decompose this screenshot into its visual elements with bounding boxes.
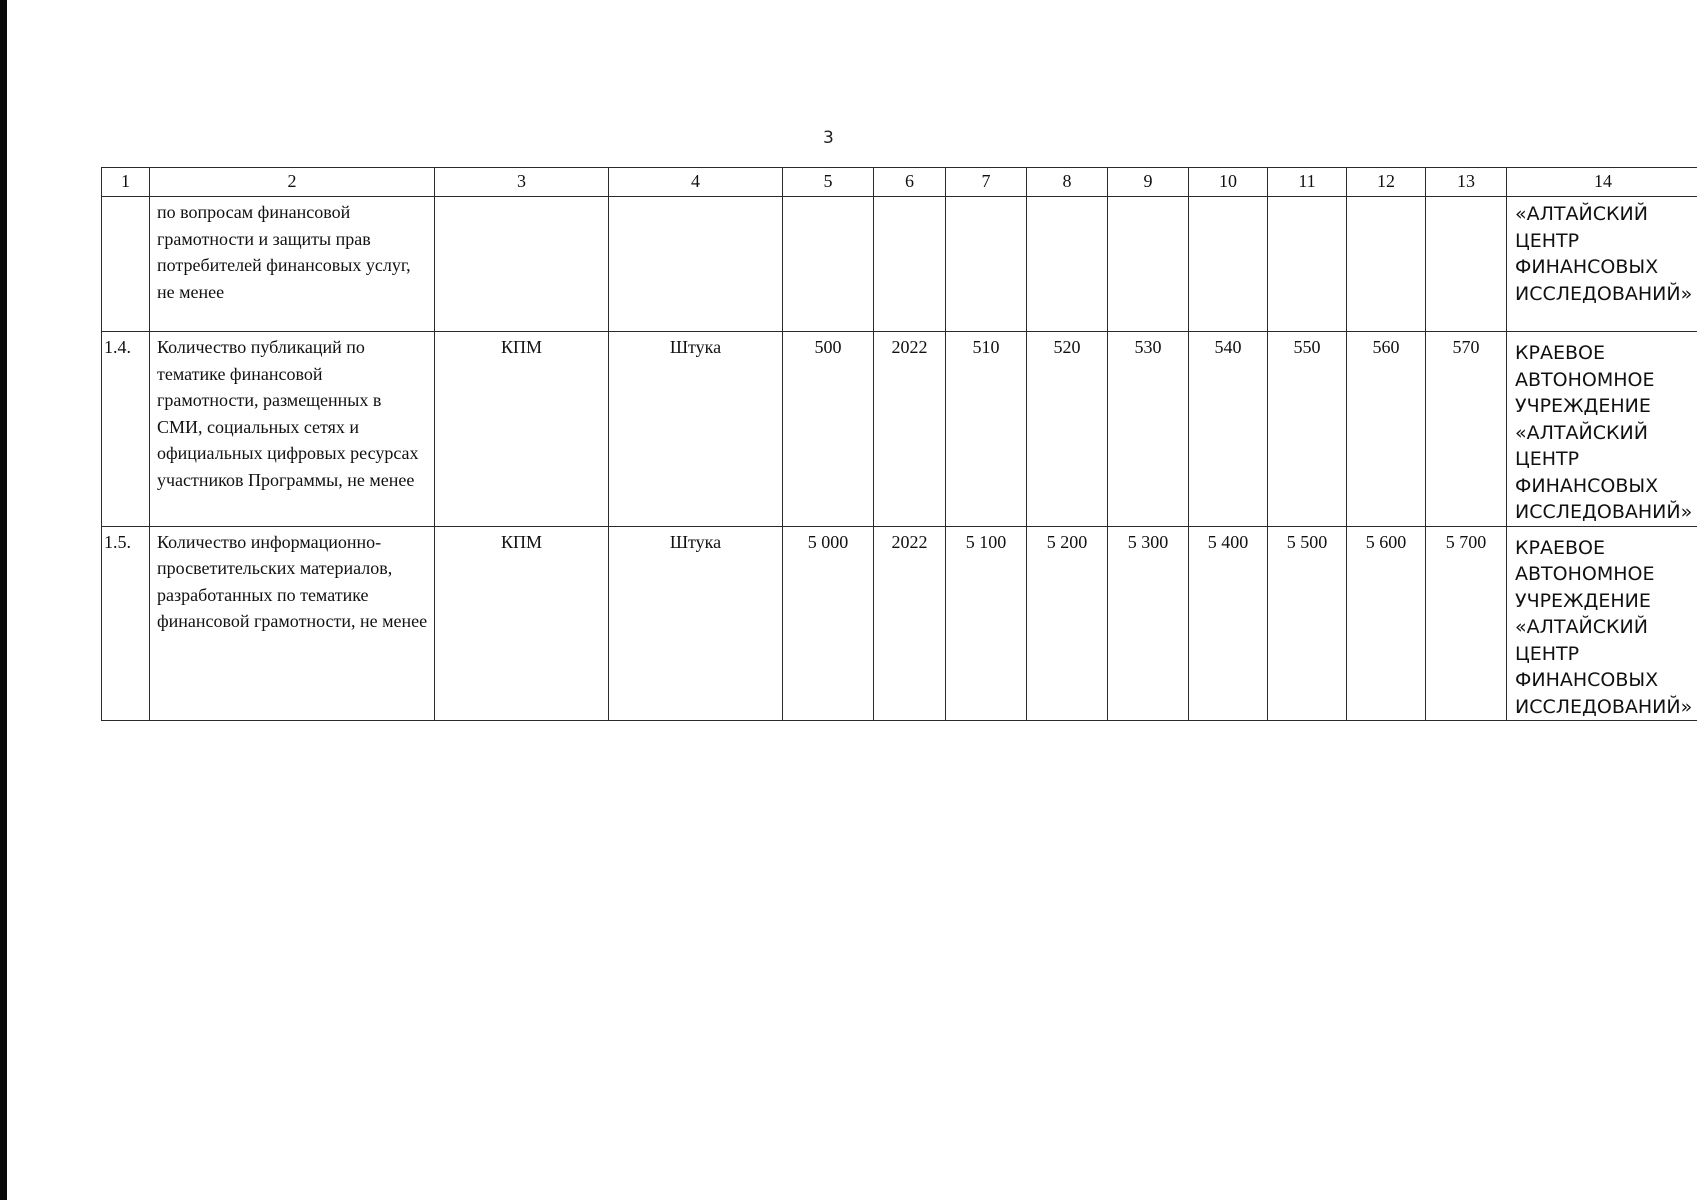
- header-cell-5: 5: [783, 168, 874, 197]
- unit-cell: [609, 197, 783, 332]
- level-cell: [435, 197, 609, 332]
- value-col-10: 540: [1189, 332, 1268, 527]
- table-row: [102, 526, 1697, 721]
- header-cell-13: 13: [1426, 168, 1507, 197]
- org-line: «АЛТАЙСКИЙ: [1515, 421, 1648, 444]
- header-cell-1: 1: [102, 168, 150, 197]
- header-cell-6: 6: [874, 168, 946, 197]
- org-line: ИССЛЕДОВАНИЙ»: [1515, 695, 1693, 718]
- level-cell: КПМ: [435, 526, 609, 721]
- org-line: УЧРЕЖДЕНИЕ: [1515, 589, 1651, 612]
- org-line: КРАЕВОЕ: [1515, 536, 1605, 559]
- base-year-cell: 2022: [874, 332, 946, 527]
- org-line: ЦЕНТР: [1515, 229, 1580, 252]
- org-line: КРАЕВОЕ: [1515, 342, 1605, 364]
- value-col-11: 550: [1268, 332, 1347, 527]
- value-col-7: [946, 197, 1027, 332]
- indicator-description: по вопросам финансовой грамотности и защиты прав потребителей финансовых услуг, не менее: [150, 197, 435, 332]
- header-cell-10: 10: [1189, 168, 1268, 197]
- value-col-8: 520: [1027, 332, 1108, 527]
- org-line: ИССЛЕДОВАНИЙ»: [1515, 282, 1693, 305]
- header-row: [102, 168, 1697, 197]
- org-line: «АЛТАЙСКИЙ: [1515, 203, 1648, 225]
- value-col-13: [1426, 197, 1507, 332]
- org-line: АВТОНОМНОЕ: [1515, 563, 1655, 585]
- value-col-13: 570: [1426, 332, 1507, 527]
- value-col-7: 510: [946, 332, 1027, 527]
- base-value-cell: 500: [783, 332, 874, 527]
- header-cell-3: 3: [435, 168, 609, 197]
- header-cell-2: 2: [150, 168, 435, 197]
- indicators-table: [101, 167, 1697, 721]
- base-value-cell: [783, 197, 874, 332]
- value-col-8: 5 200: [1027, 526, 1108, 721]
- value-col-9: 530: [1108, 332, 1189, 527]
- table-row: [102, 332, 1697, 527]
- indicator-description: Количество публикаций по тематике финансовой грамотности, размещенных в СМИ, социальных сетях и официальных цифровых ресурсах участников Программы, не менее: [150, 332, 435, 527]
- value-col-11: 5 500: [1268, 526, 1347, 721]
- value-col-12: 5 600: [1347, 526, 1426, 721]
- value-col-9: 5 300: [1108, 526, 1189, 721]
- org-line: ФИНАНСОВЫХ: [1515, 669, 1659, 691]
- responsible-org: [1507, 526, 1697, 721]
- unit-cell: Штука: [609, 332, 783, 527]
- value-col-11: [1268, 197, 1347, 332]
- value-col-7: 5 100: [946, 526, 1027, 721]
- indicator-description: Количество информационно-просветительских материалов, разработанных по тематике финансовой грамотности, не менее: [150, 526, 435, 721]
- org-line: ИССЛЕДОВАНИЙ»: [1515, 501, 1693, 523]
- header-cell-7: 7: [946, 168, 1027, 197]
- org-line: ЦЕНТР: [1515, 642, 1580, 665]
- value-col-9: [1108, 197, 1189, 332]
- header-cell-11: 11: [1268, 168, 1347, 197]
- table-row: [102, 197, 1697, 332]
- base-year-cell: 2022: [874, 526, 946, 721]
- row-number: [102, 197, 150, 332]
- header-cell-4: 4: [609, 168, 783, 197]
- row-number: 1.4.: [102, 332, 150, 527]
- value-col-10: 5 400: [1189, 526, 1268, 721]
- org-line: ФИНАНСОВЫХ: [1515, 474, 1659, 497]
- header-cell-9: 9: [1108, 168, 1189, 197]
- value-col-12: [1347, 197, 1426, 332]
- org-line: «АЛТАЙСКИЙ: [1515, 616, 1648, 638]
- page-number: 3: [823, 128, 834, 148]
- row-number: 1.5.: [102, 526, 150, 721]
- org-line: ЦЕНТР: [1515, 448, 1580, 470]
- scan-edge: [0, 0, 7, 1200]
- value-col-10: [1189, 197, 1268, 332]
- base-year-cell: [874, 197, 946, 332]
- header-cell-12: 12: [1347, 168, 1426, 197]
- header-cell-8: 8: [1027, 168, 1108, 197]
- value-col-12: 560: [1347, 332, 1426, 527]
- base-value-cell: 5 000: [783, 526, 874, 721]
- header-cell-14: 14: [1507, 168, 1697, 197]
- org-line: ФИНАНСОВЫХ: [1515, 256, 1659, 278]
- org-line: УЧРЕЖДЕНИЕ: [1515, 395, 1651, 417]
- value-col-8: [1027, 197, 1108, 332]
- responsible-org: [1507, 332, 1697, 527]
- value-col-13: 5 700: [1426, 526, 1507, 721]
- org-line: АВТОНОМНОЕ: [1515, 368, 1655, 391]
- level-cell: КПМ: [435, 332, 609, 527]
- responsible-org: [1507, 197, 1697, 332]
- unit-cell: Штука: [609, 526, 783, 721]
